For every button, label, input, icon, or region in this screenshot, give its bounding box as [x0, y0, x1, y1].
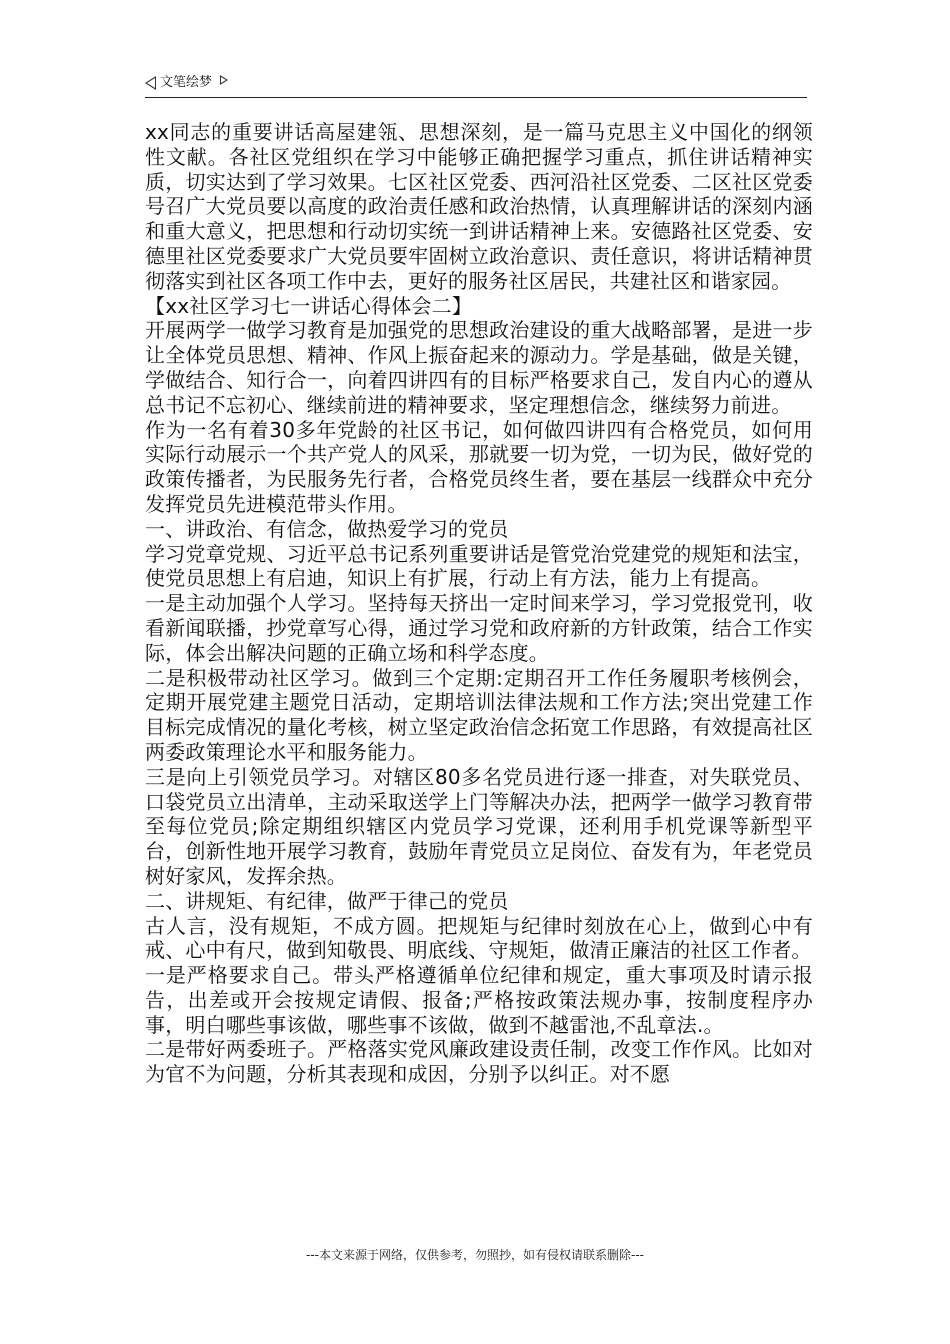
- paragraph: 学习党章党规、习近平总书记系列重要讲话是管党治党建党的规矩和法宝，使党员思想上有启迪，知识上有扩展，行动上有方法，能力上有提高。: [145, 541, 813, 591]
- triangle-left-icon: [145, 76, 156, 90]
- page-footer: ---本文来源于网络，仅供参考，勿照抄，如有侵权请联系删除---: [306, 1248, 644, 1262]
- brand-text: 文笔绘梦: [160, 75, 213, 90]
- paragraph: 二是带好两委班子。严格落实党风廉政建设责任制，改变工作作风。比如对为官不为问题，分析其表现和成因，分别予以纠正。对不愿: [145, 1037, 813, 1087]
- paragraph: 二是积极带动社区学习。做到三个定期:定期召开工作任务履职考核例会，定期开展党建主题党日活动，定期培训法律法规和工作方法;突出党建工作目标完成情况的量化考核，树立坚定政治信念拓宽工作思路，有效提高社区两委政策理论水平和服务能力。: [145, 665, 813, 764]
- paragraph: 作为一名有着30多年党龄的社区书记，如何做四讲四有合格党员，如何用实际行动展示一个共产党人的风采，那就要一切为党，一切为民，做好党的政策传播者，为民服务先行者，合格党员终生者，要在基层一线群众中充分发挥党员先进模范带头作用。: [145, 417, 813, 516]
- paragraph: xx同志的重要讲话高屋建瓴、思想深刻，是一篇马克思主义中国化的纲领性文献。各社区党组织在学习中能够正确把握学习重点，抓住讲话精神实质，切实达到了学习效果。七区社区党委、西河沿社区党委、二区社区党委号召广大党员要以高度的政治责任感和政治热情，认真理解讲话的深刻内涵和重大意义，把思想和行动切实统一到讲话精神上来。安德路社区党委、安德里社区党委要求广大党员要牢固树立政治意识、责任意识，将讲话精神贯彻落实到社区各项工作中去，更好的服务社区居民，共建社区和谐家园。: [145, 120, 813, 293]
- paragraph: 古人言，没有规矩，不成方圆。把规矩与纪律时刻放在心上，做到心中有戒、心中有尺，做到知敬畏、明底线、守规矩，做清正廉洁的社区工作者。: [145, 913, 813, 963]
- document-body: [145, 120, 813, 1087]
- page-header: [145, 70, 807, 98]
- section-heading: 一、讲政治、有信念，做热爱学习的党员: [145, 516, 509, 541]
- paragraph: 一是主动加强个人学习。坚持每天挤出一定时间来学习，学习党报党刊，收看新闻联播，抄党章写心得，通过学习党和政府新的方针政策，结合工作实际，体会出解决问题的正确立场和科学态度。: [145, 591, 813, 665]
- paragraph: 开展两学一做学习教育是加强党的思想政治建设的重大战略部署，是进一步让全体党员思想、精神、作风上振奋起来的源动力。学是基础，做是关键，学做结合、知行合一，向着四讲四有的目标严格要求自己，发自内心的遵从总书记不忘初心、继续前进的精神要求，坚定理想信念，继续努力前进。: [145, 318, 813, 417]
- section-heading: 二、讲规矩、有纪律，做严于律己的党员: [145, 888, 509, 913]
- triangle-right-icon: [220, 75, 228, 85]
- header-brand: [145, 75, 228, 91]
- paragraph: 一是严格要求自己。带头严格遵循单位纪律和规定，重大事项及时请示报告，出差或开会按规定请假、报备;严格按政策法规办事，按制度程序办事，明白哪些事该做，哪些事不该做，做到不越雷池,不乱章法.。: [145, 963, 813, 1037]
- section-title: 【xx社区学习七一讲话心得体会二】: [145, 293, 473, 318]
- paragraph: 三是向上引领党员学习。对辖区80多名党员进行逐一排查，对失联党员、口袋党员立出清单，主动采取送学上门等解决办法，把两学一做学习教育带至每位党员;除定期组织辖区内党员学习党课，还利用手机党课等新型平台，创新性地开展学习教育，鼓励年青党员立足岗位、奋发有为，年老党员树好家风，发挥余热。: [145, 764, 813, 888]
